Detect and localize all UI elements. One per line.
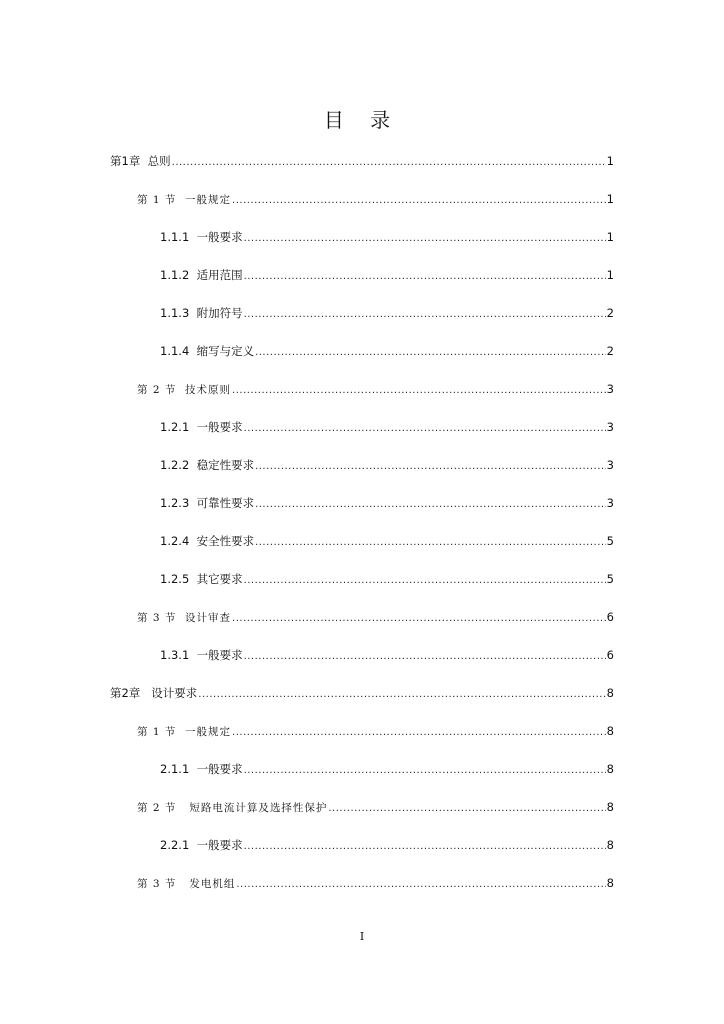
leader-dots: [232, 382, 606, 400]
leader-dots: [255, 496, 606, 514]
toc-entry-label: 1.1.2 适用范围: [160, 268, 243, 282]
toc-entry[interactable]: [160, 760, 614, 778]
toc-entry-page: 8: [606, 686, 614, 700]
toc-entry-page: 6: [606, 610, 614, 624]
leader-dots: [236, 876, 605, 894]
leader-dots: [244, 838, 606, 856]
leader-dots: [255, 344, 606, 362]
toc-entry[interactable]: [137, 722, 614, 740]
toc-entry-label: 第2章 设计要求: [110, 686, 198, 700]
toc-entry-label: 第1章 总则: [110, 154, 171, 168]
leader-dots: [255, 458, 606, 476]
toc-entry[interactable]: [160, 570, 614, 588]
leader-dots: [232, 192, 606, 210]
toc-entry[interactable]: [160, 342, 614, 360]
toc-entry-label: 第 1 节 一般规定: [137, 726, 232, 738]
toc-entry-label: 1.3.1 一般要求: [160, 648, 243, 662]
toc-entry-page: 5: [606, 572, 614, 586]
leader-dots: [244, 762, 606, 780]
leader-dots: [232, 610, 606, 628]
toc-entry-page: 1: [606, 230, 614, 244]
toc-entry[interactable]: [137, 190, 614, 208]
toc-entry-label: 第 3 节 设计审查: [137, 612, 232, 624]
toc-entry-page: 8: [606, 800, 614, 814]
toc-entry[interactable]: [160, 304, 614, 322]
toc-entry-page: 8: [606, 724, 614, 738]
toc-entry-page: 6: [606, 648, 614, 662]
leader-dots: [255, 534, 606, 552]
toc-entry-page: 3: [606, 420, 614, 434]
leader-dots: [198, 686, 605, 704]
toc-entry-page: 1: [606, 192, 614, 206]
leader-dots: [232, 724, 606, 742]
toc-entry-label: 1.2.1 一般要求: [160, 420, 243, 434]
leader-dots: [328, 800, 605, 818]
toc-entry-label: 1.1.4 缩写与定义: [160, 344, 255, 358]
leader-dots: [244, 306, 606, 324]
toc-entry-label: 1.2.2 稳定性要求: [160, 458, 255, 472]
toc-entry-page: 2: [606, 306, 614, 320]
toc-entry-label: 2.2.1 一般要求: [160, 838, 243, 852]
toc-entry-page: 8: [606, 876, 614, 890]
leader-dots: [172, 154, 606, 172]
toc-entry-label: 1.2.5 其它要求: [160, 572, 243, 586]
toc-entry-page: 8: [606, 762, 614, 776]
page-title: 目 录: [323, 108, 401, 132]
toc-entry[interactable]: [137, 874, 614, 892]
toc-entry-page: 2: [606, 344, 614, 358]
toc-entry[interactable]: [160, 456, 614, 474]
toc-entry-label: 2.1.1 一般要求: [160, 762, 243, 776]
toc-entry-page: 3: [606, 458, 614, 472]
toc-entry[interactable]: [160, 532, 614, 550]
toc-entry[interactable]: [137, 798, 614, 816]
leader-dots: [244, 572, 606, 590]
toc-entry-label: 第 2 节 技术原则: [137, 384, 232, 396]
leader-dots: [244, 420, 606, 438]
toc-entry-label: 1.1.1 一般要求: [160, 230, 243, 244]
toc-entry-label: 第 2 节 短路电流计算及选择性保护: [137, 802, 328, 814]
toc-entry[interactable]: [160, 494, 614, 512]
toc-entry-page: 8: [606, 838, 614, 852]
toc-entry-page: 1: [606, 268, 614, 282]
toc-entry-page: 3: [606, 496, 614, 510]
toc-entry[interactable]: [160, 266, 614, 284]
toc-entry[interactable]: [137, 608, 614, 626]
toc-entry[interactable]: [110, 152, 614, 170]
toc-entry-label: 第 3 节 发电机组: [137, 878, 236, 890]
toc-entry[interactable]: [160, 646, 614, 664]
page-number: I: [359, 930, 365, 943]
leader-dots: [244, 268, 606, 286]
toc-entry-page: 1: [606, 154, 614, 168]
toc-entry[interactable]: [137, 380, 614, 398]
toc-entry[interactable]: [110, 684, 614, 702]
toc-entry-label: 1.1.3 附加符号: [160, 306, 243, 320]
toc-entry-label: 1.2.3 可靠性要求: [160, 496, 255, 510]
toc-entry[interactable]: [160, 836, 614, 854]
toc-entry-page: 5: [606, 534, 614, 548]
toc-entry[interactable]: [160, 228, 614, 246]
leader-dots: [244, 648, 606, 666]
toc-entry-label: 1.2.4 安全性要求: [160, 534, 255, 548]
leader-dots: [244, 230, 606, 248]
toc-entry-page: 3: [606, 382, 614, 396]
toc-entry[interactable]: [160, 418, 614, 436]
toc-entry-label: 第 1 节 一般规定: [137, 194, 232, 206]
